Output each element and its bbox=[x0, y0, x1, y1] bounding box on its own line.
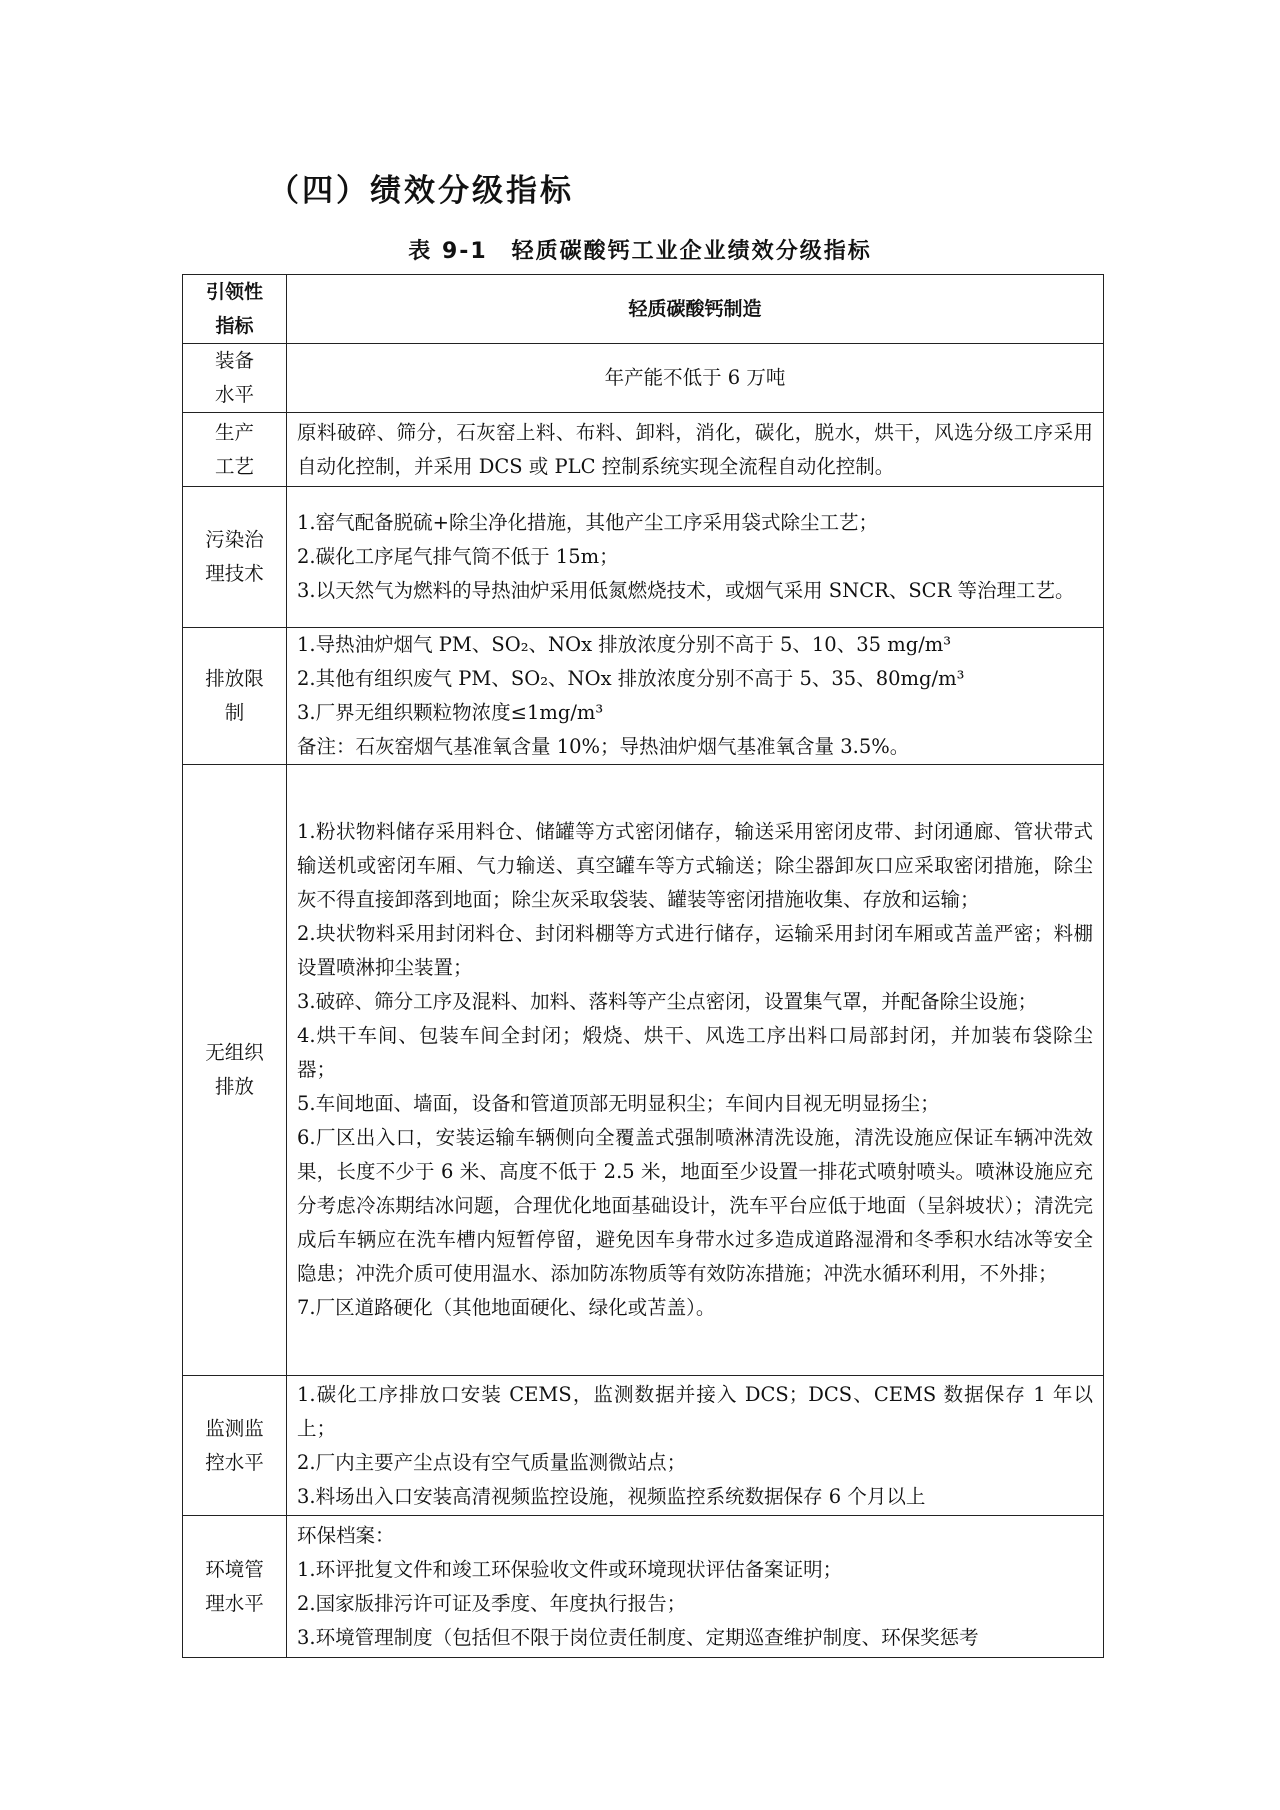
row-label-line: 污染治 bbox=[205, 528, 264, 551]
table-row-process bbox=[183, 413, 1104, 487]
row-label-process bbox=[183, 413, 287, 487]
row-content-pollution-control bbox=[287, 487, 1104, 628]
content-line: 原料破碎、筛分，石灰窑上料、布料、卸料，消化，碳化，脱水，烘干，风选分级工序采用自动化控制，并采用 DCS 或 PLC 控制系统实现全流程自动化控制。 bbox=[297, 420, 1093, 478]
row-label-environmental-management bbox=[183, 1516, 287, 1658]
row-label-emission-limits bbox=[183, 628, 287, 765]
content-line: 环保档案： bbox=[297, 1523, 395, 1547]
table-header-row bbox=[183, 275, 1104, 344]
row-label-line: 排放限 bbox=[205, 667, 264, 690]
header-indicator-line: 指标 bbox=[215, 315, 254, 337]
row-content-emission-limits bbox=[287, 628, 1104, 765]
section-heading: （四）绩效分级指标 bbox=[268, 173, 574, 209]
row-label-line: 制 bbox=[224, 701, 245, 724]
row-label-line: 装备 bbox=[214, 349, 254, 372]
row-label-line: 环境管 bbox=[205, 1557, 264, 1581]
content-line: 1.窑气配备脱硫+除尘净化措施，其他产尘工序采用袋式除尘工艺； bbox=[297, 511, 878, 534]
content-line: 1.环评批复文件和竣工环保验收文件或环境现状评估备案证明； bbox=[297, 1557, 843, 1581]
row-label-line: 水平 bbox=[214, 383, 254, 406]
content-line: 2.厂内主要产尘点设有空气质量监测微站点； bbox=[297, 1450, 687, 1474]
content-line: 年产能不低于 6 万吨 bbox=[604, 366, 786, 389]
content-line: 3.以天然气为燃料的导热油炉采用低氮燃烧技术，或烟气采用 SNCR、SCR 等治理工艺。 bbox=[297, 579, 1075, 602]
content-line: 3.料场出入口安装高清视频监控设施，视频监控系统数据保存 6 个月以上 bbox=[297, 1484, 926, 1508]
row-label-line: 控水平 bbox=[205, 1450, 264, 1474]
table-row-environmental-management bbox=[183, 1516, 1104, 1658]
table-row-monitoring bbox=[183, 1376, 1104, 1516]
content-line: 3.环境管理制度（包括但不限于岗位责任制度、定期巡查维护制度、环保奖惩考 bbox=[297, 1625, 979, 1649]
content-line: 2.块状物料采用封闭料仓、封闭料棚等方式进行储存，运输采用封闭车厢或苫盖严密；料棚设置喷淋抑尘装置； bbox=[297, 922, 1093, 979]
table-row-emission-limits bbox=[183, 628, 1104, 765]
row-content-process bbox=[287, 413, 1104, 487]
content-line: 2.碳化工序尾气排气筒不低于 15m； bbox=[297, 545, 619, 568]
content-line: 1.粉状物料储存采用料仓、储罐等方式密闭储存，输送采用密闭皮带、封闭通廊、管状带式输送机或密闭车厢、气力输送、真空罐车等方式输送；除尘器卸灰口应采取密闭措施，除尘灰不得直接卸落到地面；除尘灰采取袋装、罐装等密闭措施收集、存放和运输； bbox=[297, 820, 1093, 911]
row-label-pollution-control bbox=[183, 487, 287, 628]
table-caption: 表 9-1 轻质碳酸钙工业企业绩效分级指标 bbox=[408, 239, 872, 264]
row-content-equipment bbox=[287, 344, 1104, 413]
header-column-title: 轻质碳酸钙制造 bbox=[287, 275, 1104, 344]
content-line: 3.厂界无组织颗粒物浓度≤1mg/m³ bbox=[297, 701, 604, 724]
performance-grading-table bbox=[182, 274, 1104, 1658]
row-content-monitoring bbox=[287, 1376, 1104, 1516]
row-label-line: 排放 bbox=[214, 1075, 254, 1098]
content-line: 2.其他有组织废气 PM、SO₂、NOx 排放浓度分别不高于 5、35、80mg/m³ bbox=[297, 667, 965, 690]
row-label-line: 理技术 bbox=[205, 562, 264, 585]
row-content-environmental-management bbox=[287, 1516, 1104, 1658]
content-line: 4.烘干车间、包装车间全封闭；煅烧、烘干、风选工序出料口局部封闭，并加装布袋除尘器； bbox=[297, 1024, 1093, 1081]
content-line: 1.导热油炉烟气 PM、SO₂、NOx 排放浓度分别不高于 5、10、35 mg/m³ bbox=[297, 633, 952, 656]
content-line: 备注：石灰窑烟气基准氧含量 10%；导热油炉烟气基准氧含量 3.5%。 bbox=[297, 735, 910, 758]
table-row-pollution-control bbox=[183, 487, 1104, 628]
row-label-line: 无组织 bbox=[205, 1041, 264, 1064]
header-indicator-cell bbox=[183, 275, 287, 344]
row-label-line: 工艺 bbox=[214, 454, 254, 478]
header-indicator-line: 引领性 bbox=[205, 281, 263, 303]
row-label-line: 监测监 bbox=[205, 1416, 264, 1440]
row-label-fugitive-emissions bbox=[183, 765, 287, 1376]
row-label-monitoring bbox=[183, 1376, 287, 1516]
content-line: 5.车间地面、墙面，设备和管道顶部无明显积尘；车间内目视无明显扬尘； bbox=[297, 1092, 940, 1115]
content-line: 1.碳化工序排放口安装 CEMS，监测数据并接入 DCS；DCS、CEMS 数据保存 1 年以上； bbox=[297, 1382, 1093, 1440]
row-label-line: 生产 bbox=[214, 420, 254, 444]
content-line: 2.国家版排污许可证及季度、年度执行报告； bbox=[297, 1591, 687, 1615]
row-label-equipment bbox=[183, 344, 287, 413]
content-line: 6.厂区出入口，安装运输车辆侧向全覆盖式强制喷淋清洗设施，清洗设施应保证车辆冲洗效果，长度不少于 6 米、高度不低于 2.5 米，地面至少设置一排花式喷射喷头。喷淋设施应充分考虑冷冻期结冰问题，合理优化地面基础设计，洗车平台应低于地面（呈斜坡状）；清洗完成后车辆应在洗车槽内短暂停留，避免因车身带水过多造成道路湿滑和冬季积水结冰等安全隐患；冲洗介质可使用温水、添加防冻物质等有效防冻措施；冲洗水循环利用，不外排； bbox=[297, 1126, 1093, 1285]
content-line: 3.破碎、筛分工序及混料、加料、落料等产尘点密闭，设置集气罩，并配备除尘设施； bbox=[297, 990, 1038, 1013]
row-label-line: 理水平 bbox=[205, 1591, 264, 1615]
table-row-fugitive-emissions bbox=[183, 765, 1104, 1376]
table-row-equipment bbox=[183, 344, 1104, 413]
row-content-fugitive-emissions bbox=[287, 765, 1104, 1376]
content-line: 7.厂区道路硬化（其他地面硬化、绿化或苫盖）。 bbox=[297, 1296, 716, 1319]
